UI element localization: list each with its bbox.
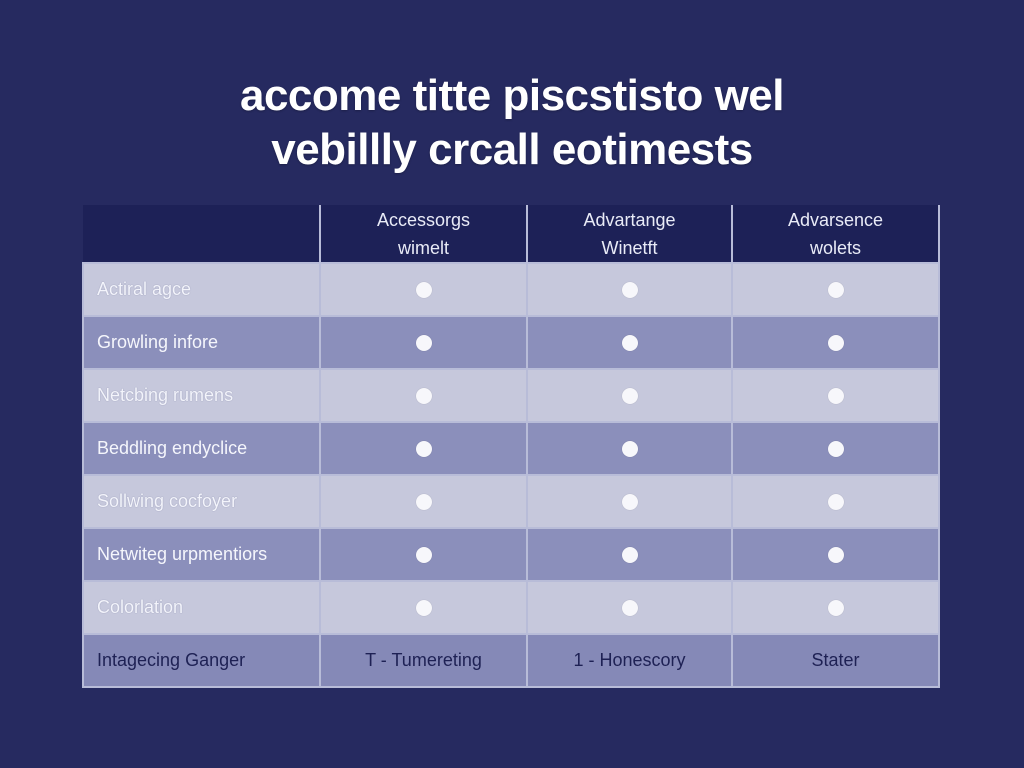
dot-indicator-icon [622, 388, 638, 404]
footer-feature-label: Intagecing Ganger [83, 634, 320, 687]
row-feature-label: Netwiteg urpmentiors [83, 528, 320, 581]
table-row [83, 528, 939, 581]
comparison-table [82, 205, 940, 688]
table-cell [320, 475, 527, 528]
column-header-1-line-1: Accessorgs [376, 209, 471, 230]
dot-indicator-icon [416, 600, 432, 616]
dot-indicator-icon [828, 282, 844, 298]
column-header-2 [527, 205, 732, 263]
table-cell [320, 581, 527, 634]
table-cell [320, 263, 527, 316]
dot-indicator-icon [828, 600, 844, 616]
dot-indicator-icon [828, 547, 844, 563]
row-feature-label: Beddling endyclice [83, 422, 320, 475]
column-header-3 [732, 205, 939, 263]
table-cell [732, 369, 939, 422]
table-cell [527, 528, 732, 581]
footer-cell: 1 - Honescory [527, 634, 732, 687]
column-header-3-line-1: Advarsence [787, 209, 884, 230]
column-header-1 [320, 205, 527, 263]
table-body [83, 263, 939, 687]
row-feature-label: Colorlation [83, 581, 320, 634]
dot-indicator-icon [416, 441, 432, 457]
table-cell [732, 528, 939, 581]
dot-indicator-icon [622, 600, 638, 616]
table-cell [320, 369, 527, 422]
table-row [83, 316, 939, 369]
table-footer-row [83, 634, 939, 687]
table-cell [527, 475, 732, 528]
column-header-2-line-2: Winetft [601, 237, 658, 258]
table-cell [527, 316, 732, 369]
dot-indicator-icon [622, 547, 638, 563]
dot-indicator-icon [416, 388, 432, 404]
page-title [0, 69, 1024, 177]
row-feature-label: Netcbing rumens [83, 369, 320, 422]
table-cell [732, 316, 939, 369]
row-feature-label: Actiral agce [83, 263, 320, 316]
row-feature-label: Growling infore [83, 316, 320, 369]
table-cell [320, 316, 527, 369]
footer-cell: Stater [732, 634, 939, 687]
table-header-row [83, 205, 939, 263]
column-header-3-line-2: wolets [809, 237, 862, 258]
table-cell [732, 422, 939, 475]
dot-indicator-icon [828, 388, 844, 404]
table-row [83, 422, 939, 475]
table-cell [527, 369, 732, 422]
dot-indicator-icon [828, 494, 844, 510]
column-header-1-line-2: wimelt [397, 237, 449, 258]
table-cell [732, 475, 939, 528]
dot-indicator-icon [416, 282, 432, 298]
header-corner-cell [83, 205, 320, 263]
title-line-1: accome titte piscstisto wel [239, 71, 785, 121]
table-row [83, 581, 939, 634]
table-cell [320, 422, 527, 475]
footer-cell: T - Tumereting [320, 634, 527, 687]
table-cell [527, 263, 732, 316]
dot-indicator-icon [416, 547, 432, 563]
table-cell [320, 528, 527, 581]
dot-indicator-icon [622, 441, 638, 457]
column-header-2-line-1: Advartange [583, 209, 676, 230]
table-row [83, 369, 939, 422]
dot-indicator-icon [622, 282, 638, 298]
dot-indicator-icon [828, 335, 844, 351]
table-cell [732, 263, 939, 316]
table-row [83, 263, 939, 316]
table-row [83, 475, 939, 528]
row-feature-label: Sollwing cocfoyer [83, 475, 320, 528]
dot-indicator-icon [828, 441, 844, 457]
dot-indicator-icon [622, 335, 638, 351]
dot-indicator-icon [622, 494, 638, 510]
table-cell [732, 581, 939, 634]
title-line-2: vebillly crcall eotimests [271, 125, 753, 175]
dot-indicator-icon [416, 494, 432, 510]
table-cell [527, 581, 732, 634]
dot-indicator-icon [416, 335, 432, 351]
table-cell [527, 422, 732, 475]
